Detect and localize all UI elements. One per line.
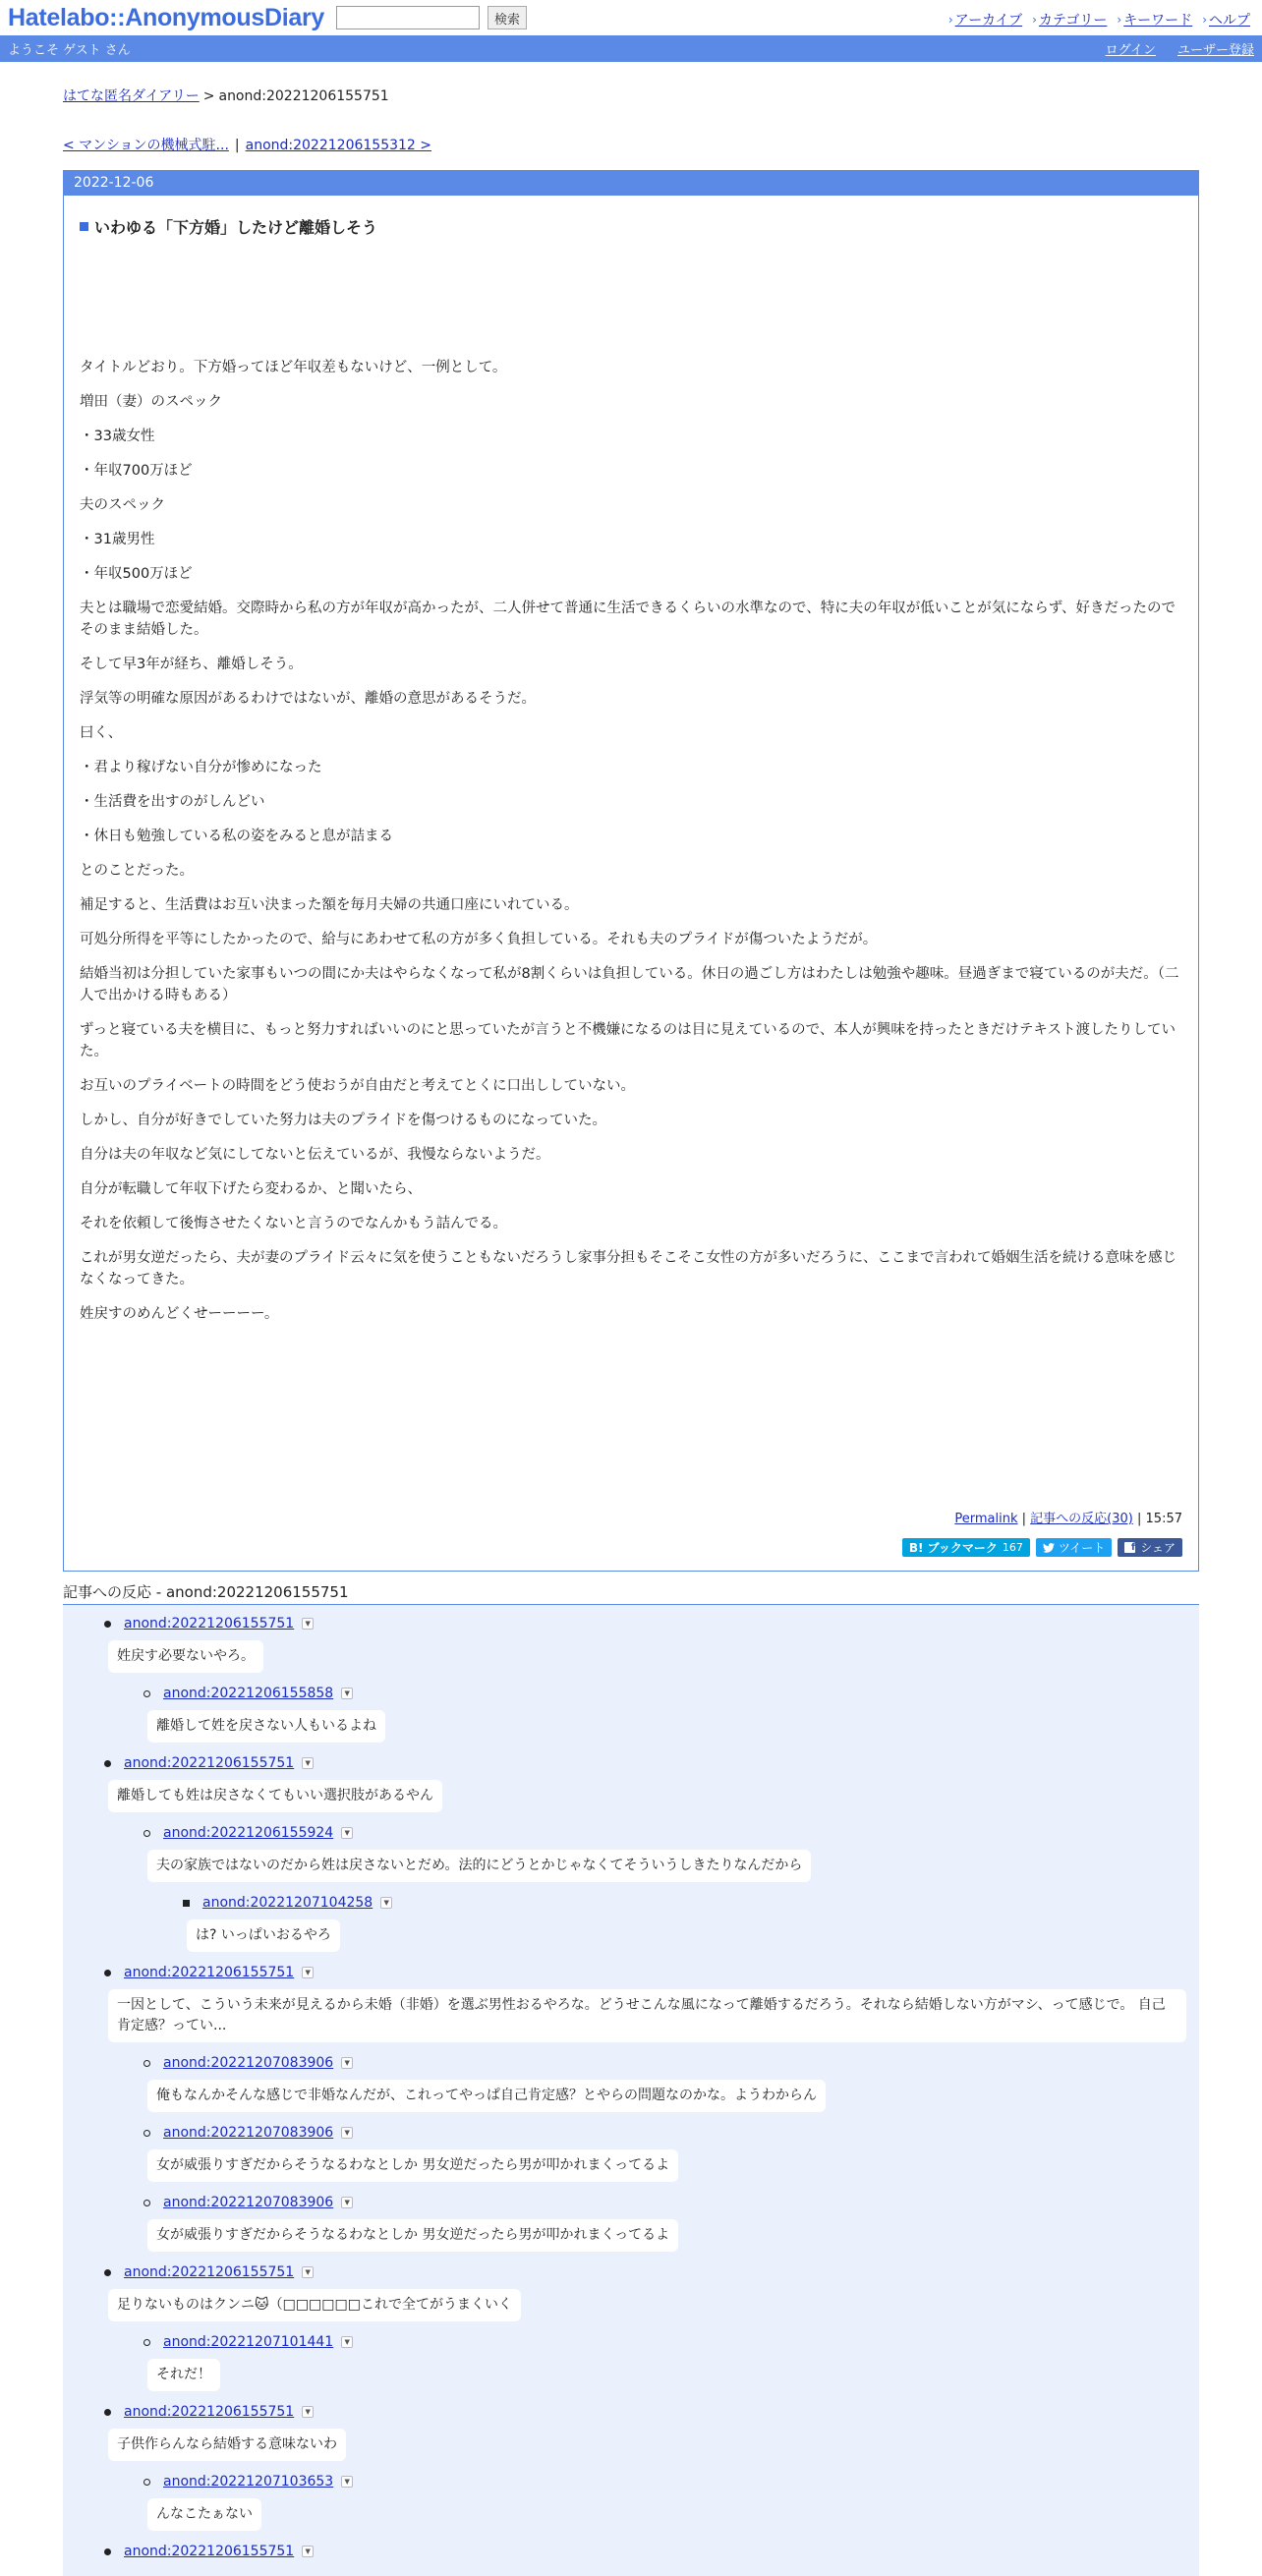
- entry-paragraph: 補足すると、生活費はお互い決まった額を毎月夫婦の共通口座にいれている。: [80, 897, 579, 913]
- breadcrumb-home[interactable]: はてな匿名ダイアリー: [63, 88, 200, 104]
- reaction-link[interactable]: anond:20221206155751: [124, 1965, 295, 1980]
- reaction-header: [63, 1683, 1199, 1704]
- reaction-excerpt: 女が威張りすぎだからそうなるわなとしか 男女逆だったら男が叩かれまくってるよ: [147, 2219, 678, 2252]
- reaction-item: [63, 2401, 1199, 2471]
- reaction-body: [63, 2283, 1199, 2331]
- chevron-right-icon: ›: [1117, 13, 1122, 27]
- reaction-excerpt: 離婚しても姓は戻さなくてもいい選択肢があるやん: [108, 1780, 442, 1812]
- entry-paragraph: しかし、自分が好きでしていた努力は夫のプライドを傷つけるものになっていた。: [80, 1113, 607, 1128]
- reaction-header: [63, 2261, 1199, 2283]
- facebook-icon: f: [1124, 1542, 1135, 1553]
- reaction-link[interactable]: anond:20221206155751: [124, 1616, 295, 1631]
- tweet-label: ツイート: [1058, 1541, 1106, 1555]
- reaction-item: [63, 2331, 1199, 2401]
- entry-paragraph: 増田（妻）のスペック: [80, 394, 222, 410]
- footer-separator: |: [1137, 1512, 1142, 1526]
- reaction-body: [63, 1914, 1199, 1962]
- reaction-body: [63, 2492, 1199, 2541]
- reaction-header: [63, 1892, 1199, 1914]
- reaction-header: [63, 2192, 1199, 2213]
- reactions-heading: 記事への反応 - anond:20221206155751: [63, 1581, 1199, 1605]
- entry-paragraph: 自分が転職して年収下げたら変わるか、と聞いたら、: [80, 1181, 422, 1197]
- entry-pager: [63, 135, 1199, 154]
- top-bar: [0, 0, 1262, 35]
- breadcrumb-current: anond:20221206155751: [218, 88, 389, 104]
- account-links: [1106, 39, 1254, 58]
- entry-paragraph: 可処分所得を平等にしたかったので、給与にあわせて私の方が多く負担している。それも夫のプライドが傷ついたようだが。: [80, 932, 878, 947]
- breadcrumb-separator: >: [202, 88, 215, 104]
- reaction-body: [63, 1774, 1199, 1822]
- reaction-excerpt: 姓戻す必要ないやろ。: [108, 1640, 263, 1673]
- reaction-header: [63, 2541, 1199, 2562]
- reaction-excerpt: 足りないものはクンニ🐱（□□□□□□これで全てがうまくいく: [108, 2289, 521, 2321]
- bullet-icon: [104, 1970, 111, 1976]
- entry-paragraph: ・33歳女性: [80, 429, 155, 444]
- entry-body: [80, 238, 1182, 1325]
- reaction-link[interactable]: anond:20221207083906: [163, 2125, 334, 2141]
- chevron-down-icon[interactable]: ▼: [302, 1618, 314, 1630]
- reactions-tree: [63, 1605, 1199, 2576]
- chevron-down-icon[interactable]: ▼: [302, 2266, 314, 2278]
- reaction-body: [63, 2074, 1199, 2122]
- chevron-down-icon[interactable]: ▼: [341, 2197, 353, 2208]
- chevron-down-icon[interactable]: ▼: [302, 1757, 314, 1769]
- main-content: [63, 62, 1199, 2576]
- nav-category[interactable]: [1032, 10, 1107, 29]
- reaction-header: [63, 1752, 1199, 1774]
- reaction-excerpt: それだ！: [147, 2359, 220, 2391]
- breadcrumb: [63, 86, 1199, 105]
- chevron-down-icon[interactable]: ▼: [302, 1967, 314, 1978]
- entry-time: 15:57: [1145, 1512, 1182, 1526]
- bullet-icon: [183, 1900, 190, 1907]
- entry-paragraph: 浮気等の明確な原因があるわけではないが、離婚の意思があるそうだ。: [80, 691, 536, 707]
- nav-category-link[interactable]: カテゴリー: [1038, 13, 1108, 29]
- site-logo[interactable]: Hatelabo::AnonymousDiary: [8, 3, 325, 31]
- bullet-icon: [143, 2339, 150, 2346]
- reaction-body: [63, 2144, 1199, 2192]
- chevron-down-icon[interactable]: ▼: [302, 2546, 314, 2557]
- chevron-down-icon[interactable]: ▼: [341, 2057, 353, 2069]
- bullet-icon: [143, 1830, 150, 1837]
- entry-paragraph: ・休日も勉強している私の姿をみると息が詰まる: [80, 829, 393, 844]
- prev-entry-link[interactable]: < マンションの機械式駐...: [63, 138, 229, 153]
- entry-paragraph: これが男女逆だったら、夫が妻のプライド云々に気を使うこともないだろうし家事分担もそこそこ女性の方が多いだろうに、ここまで言われて婚姻生活を続ける意味を感じなくなってきた。: [80, 1250, 1177, 1288]
- pager-separator: |: [234, 138, 240, 153]
- reaction-item: [63, 1892, 1199, 1962]
- reaction-item: [63, 2192, 1199, 2261]
- welcome-bar: [0, 35, 1262, 62]
- reaction-link[interactable]: anond:20221207104258: [202, 1895, 373, 1911]
- reaction-body: [63, 2213, 1199, 2261]
- tweet-button[interactable]: [1036, 1538, 1112, 1557]
- chevron-right-icon: ›: [1202, 13, 1207, 27]
- entry-paragraph: そして早3年が経ち、離婚しそう。: [80, 657, 303, 672]
- entry-paragraph: 夫とは職場で恋愛結婚。交際時から私の方が年収が高かったが、二人併せて普通に生活できるくらいの水準なので、特に夫の年収が低いことが気にならず、好きだったのでそのまま結婚した。: [80, 601, 1176, 638]
- bullet-icon: [104, 1760, 111, 1767]
- reaction-link[interactable]: anond:20221207103653: [163, 2474, 334, 2490]
- chevron-down-icon[interactable]: ▼: [341, 1827, 353, 1839]
- reaction-link[interactable]: anond:20221207083906: [163, 2195, 334, 2210]
- reaction-item: [63, 1613, 1199, 1683]
- footer-separator: |: [1021, 1512, 1027, 1526]
- nav-help-link[interactable]: ヘルプ: [1209, 13, 1250, 29]
- bullet-icon: [104, 2548, 111, 2555]
- nav-archive-link[interactable]: アーカイブ: [954, 13, 1023, 29]
- reaction-excerpt: 女が威張りすぎだからそうなるわなとしか 男女逆だったら男が叩かれまくってるよ: [147, 2149, 678, 2182]
- chevron-down-icon[interactable]: ▼: [302, 2406, 314, 2418]
- twitter-bird-icon: [1043, 1543, 1055, 1553]
- reaction-item: [63, 2541, 1199, 2562]
- entry-paragraph: タイトルどおり。下方婚ってほど年収差もないけど、一例として。: [80, 360, 507, 375]
- reaction-excerpt: んなこたぁない: [147, 2498, 261, 2531]
- reaction-excerpt: 夫の家族ではないのだから姓は戻さないとだめ。法的にどうとかじゃなくてそういうしきたりなんだから: [147, 1850, 811, 1882]
- reaction-link[interactable]: anond:20221206155751: [124, 2404, 295, 2420]
- entry-paragraph: ・君より稼げない自分が惨めになった: [80, 760, 322, 775]
- reaction-excerpt: 俺もなんかそんな感じで非婚なんだが、これってやっぱ自己肯定感？とやらの問題なのかな。ようわからん: [147, 2080, 826, 2112]
- chevron-down-icon[interactable]: ▼: [341, 2336, 353, 2348]
- reaction-link[interactable]: anond:20221206155751: [124, 1755, 295, 1771]
- reaction-item: [63, 2122, 1199, 2192]
- bullet-icon: [143, 2479, 150, 2486]
- bookmark-count: 167: [1002, 1541, 1023, 1554]
- reaction-header: [63, 2052, 1199, 2074]
- entry-paragraph: ・年収500万ほど: [80, 566, 193, 582]
- entry-paragraph: 夫のスペック: [80, 497, 165, 513]
- nav-archive[interactable]: [948, 10, 1022, 29]
- reaction-excerpt: 子供作らんなら結婚する意味ないわ: [108, 2429, 346, 2461]
- reaction-link[interactable]: anond:20221207101441: [163, 2334, 334, 2350]
- login-link[interactable]: ログイン: [1105, 43, 1156, 58]
- reaction-body: [63, 1989, 1199, 2042]
- reaction-link[interactable]: anond:20221206155751: [124, 2264, 295, 2280]
- nav-keyword-link[interactable]: キーワード: [1123, 13, 1193, 29]
- reaction-item: [63, 1962, 1199, 2042]
- register-link[interactable]: ユーザー登録: [1176, 43, 1254, 58]
- reactions-link[interactable]: 記事への反応(30): [1030, 1512, 1133, 1526]
- next-entry-link[interactable]: anond:20221206155312 >: [245, 138, 432, 153]
- welcome-message: ようこそ ゲスト さん: [8, 43, 131, 58]
- bullet-icon: [143, 2130, 150, 2137]
- reaction-header: [63, 2331, 1199, 2353]
- bullet-icon: [143, 1690, 150, 1697]
- entry-date: 2022-12-06: [64, 171, 1198, 196]
- entry-title: [80, 215, 1198, 238]
- reaction-header: [63, 2122, 1199, 2144]
- bookmark-label: B! ブックマーク: [908, 1541, 998, 1555]
- entry-footer: [954, 1508, 1182, 1526]
- chevron-right-icon: ›: [947, 13, 953, 27]
- chevron-down-icon[interactable]: ▼: [341, 1688, 353, 1699]
- entry-paragraph: お互いのプライベートの時間をどう使おうが自由だと考えてとくに口出ししていない。: [80, 1078, 636, 1094]
- reaction-item: [63, 1752, 1199, 1822]
- reaction-body: [63, 1844, 1199, 1892]
- entry-paragraph: 結婚当初は分担していた家事もいつの間にか夫はやらなくなって私が8割くらいは負担している。休日の過ごし方はわたしは勉強や趣味。昼過ぎまで寝ているのが夫だ。（二人で出かける時もある）: [80, 966, 1179, 1003]
- chevron-down-icon[interactable]: ▼: [341, 2127, 353, 2139]
- reaction-item: [63, 2052, 1199, 2122]
- reaction-link[interactable]: anond:20221206155751: [124, 2544, 295, 2559]
- chevron-right-icon: ›: [1032, 13, 1037, 27]
- reaction-item: [63, 2261, 1199, 2331]
- reaction-item: [63, 2471, 1199, 2541]
- reaction-body: [63, 1704, 1199, 1752]
- reaction-link[interactable]: anond:20221206155858: [163, 1686, 334, 1701]
- entry-paragraph: 曰く、: [80, 725, 123, 741]
- bullet-icon: [143, 2060, 150, 2067]
- reaction-link[interactable]: anond:20221206155924: [163, 1825, 334, 1841]
- reaction-header: [63, 1613, 1199, 1634]
- entry-paragraph: 姓戻すのめんどくせーーーー。: [80, 1306, 279, 1322]
- facebook-share-button[interactable]: [1118, 1538, 1182, 1557]
- bullet-icon: [104, 2409, 111, 2416]
- reaction-header: [63, 2401, 1199, 2423]
- search-input[interactable]: [336, 6, 480, 29]
- square-icon[interactable]: [80, 222, 88, 231]
- reaction-link[interactable]: anond:20221207083906: [163, 2055, 334, 2071]
- entry-title-text: いわゆる「下方婚」したけど離婚しそう: [94, 218, 378, 237]
- reaction-item: [63, 1822, 1199, 1892]
- reaction-excerpt: 離婚して姓を戻さない人もいるよね: [147, 1710, 385, 1743]
- reaction-excerpt: 一因として、こういう未来が見えるから未婚（非婚）を選ぶ男性おるやろな。どうせこんな風になって離婚するだろう。それなら結婚しない方がマシ、って感じで。 自己肯定感？ってい...: [108, 1989, 1186, 2042]
- nav-keyword[interactable]: [1117, 10, 1192, 29]
- chevron-down-icon[interactable]: ▼: [341, 2476, 353, 2488]
- top-nav: [948, 10, 1250, 29]
- facebook-label: シェア: [1140, 1541, 1176, 1555]
- reaction-item: [63, 1683, 1199, 1752]
- entry-paragraph: 自分は夫の年収など気にしてないと伝えているが、我慢ならないようだ。: [80, 1147, 550, 1163]
- entry-paragraph: ・生活費を出すのがしんどい: [80, 794, 265, 810]
- entry-paragraph: それを依頼して後悔させたくないと言うのでなんかもう詰んでる。: [80, 1216, 507, 1231]
- reaction-excerpt: は? いっぱいおるやろ: [187, 1919, 340, 1952]
- reaction-header: [63, 1822, 1199, 1844]
- bullet-icon: [104, 2269, 111, 2276]
- bullet-icon: [104, 1621, 111, 1628]
- reaction-body: [63, 1634, 1199, 1683]
- reaction-header: [63, 2471, 1199, 2492]
- share-bar: [902, 1538, 1182, 1557]
- chevron-down-icon[interactable]: ▼: [380, 1897, 392, 1909]
- nav-help[interactable]: [1202, 10, 1250, 29]
- search-button[interactable]: 検索: [488, 6, 527, 29]
- reaction-header: [63, 1962, 1199, 1983]
- permalink[interactable]: Permalink: [954, 1512, 1018, 1526]
- entry-paragraph: ・31歳男性: [80, 532, 155, 547]
- entry-day: [63, 170, 1199, 1572]
- reaction-body: [63, 2353, 1199, 2401]
- hatena-bookmark-button[interactable]: [902, 1538, 1030, 1557]
- entry-paragraph: とのことだった。: [80, 863, 194, 879]
- reaction-body: [63, 2423, 1199, 2471]
- entry-paragraph: ・年収700万ほど: [80, 463, 193, 479]
- entry-paragraph: ずっと寝ている夫を横目に、もっと努力すればいいのにと思っていたが言うと不機嫌になるのは目に見えているので、本人が興味を持ったときだけテキスト渡したりしていた。: [80, 1022, 1176, 1059]
- bullet-icon: [143, 2200, 150, 2206]
